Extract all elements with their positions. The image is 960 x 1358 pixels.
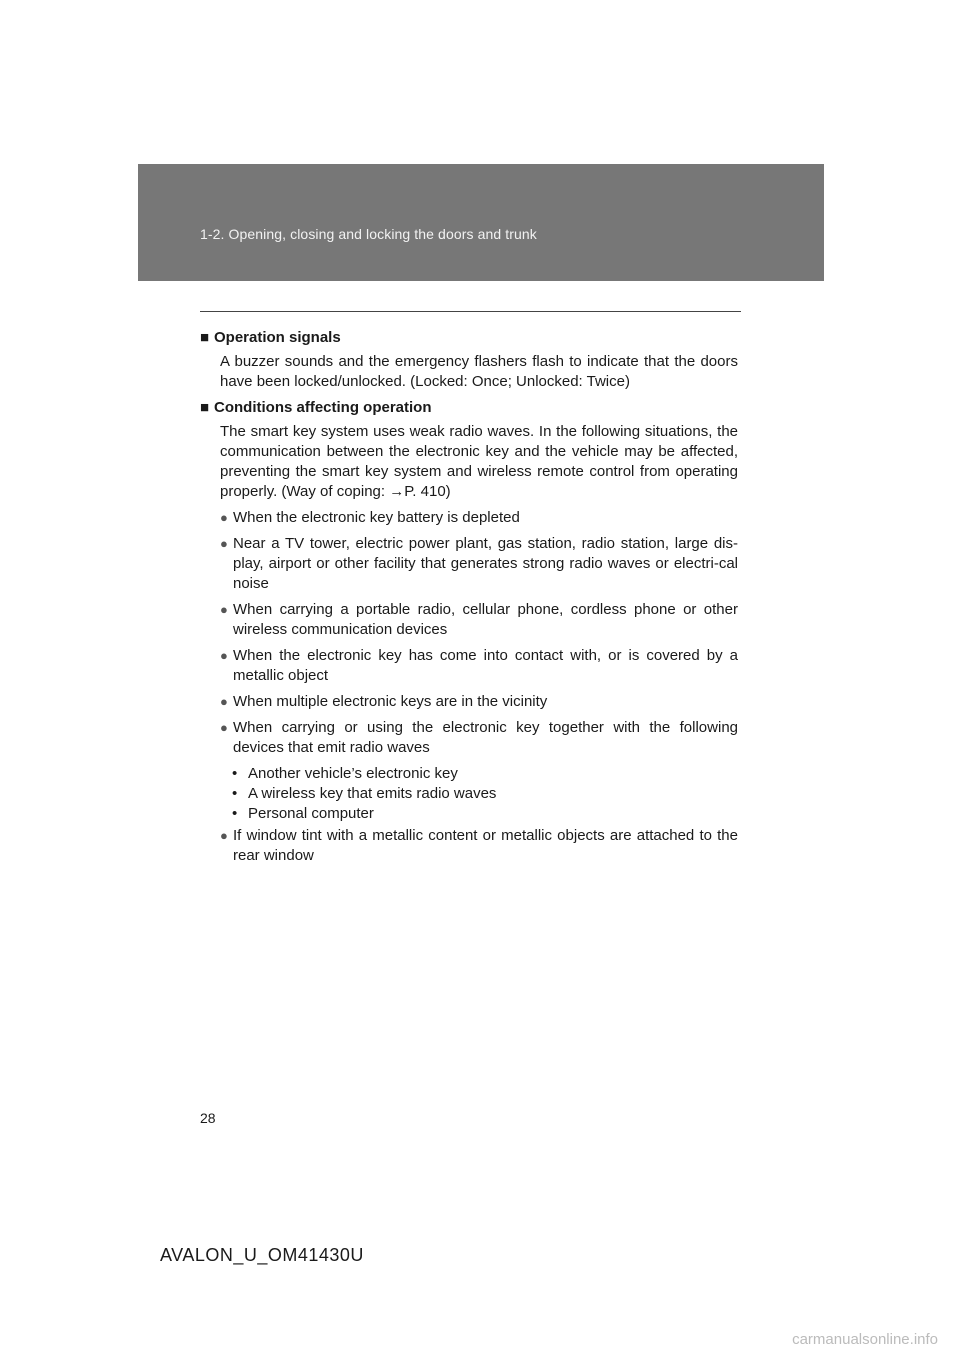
sub-list-item <box>232 764 738 784</box>
document-code: AVALON_U_OM41430U <box>160 1245 364 1265</box>
list-item-text: When multiple electronic keys are in the vicinity <box>233 693 548 710</box>
heading-conditions <box>200 398 738 418</box>
list-item <box>220 692 738 712</box>
list-item-text: Near a TV tower, electric power plant, gas station, radio station, large dis-play, airport or other facility that generates strong radio waves or electri-cal noise <box>233 535 738 592</box>
watermark: carmanualsonline.info <box>792 1331 938 1348</box>
sub-list-item <box>232 784 738 804</box>
heading-text: Conditions affecting operation <box>214 399 432 416</box>
sub-list-item-text: Another vehicle’s electronic key <box>248 765 458 782</box>
sub-list-item-text: A wireless key that emits radio waves <box>248 785 497 802</box>
list-item <box>220 600 738 640</box>
circle-bullet-icon: ● <box>220 828 228 843</box>
circle-bullet-icon: ● <box>220 648 228 663</box>
list-item-text: When carrying or using the electronic key together with the following devices that emit radio waves <box>233 719 738 756</box>
list-item-text: When the electronic key has come into contact with, or is covered by a metallic object <box>233 647 738 684</box>
main-content <box>200 328 738 872</box>
list-item-text: If window tint with a metallic content or metallic objects are attached to the rear window <box>233 827 738 864</box>
circle-bullet-icon: ● <box>220 510 228 525</box>
list-item-text: When the electronic key battery is depleted <box>233 509 520 526</box>
section-title: 1-2. Opening, closing and locking the doors and trunk <box>200 226 537 242</box>
square-icon: ■ <box>200 329 210 346</box>
header-band <box>138 164 824 281</box>
paragraph-operation-signals: A buzzer sounds and the emergency flashers flash to indicate that the doors have been locked/unlocked. (Locked: Once; Unlocked: Twice) <box>220 353 738 390</box>
sub-list-item <box>232 804 738 824</box>
sub-list <box>232 764 738 824</box>
divider <box>200 311 741 312</box>
circle-bullet-icon: ● <box>220 536 228 551</box>
page-number: 28 <box>200 1110 216 1126</box>
square-icon: ■ <box>200 399 210 416</box>
circle-bullet-icon: ● <box>220 694 228 709</box>
paragraph-conditions: The smart key system uses weak radio waves. In the following situations, the communication between the electronic key and the vehicle may be affected, preventing the smart key system and wireless remote control from operating properly. (Way of coping: →P. 410) <box>220 423 738 500</box>
heading-operation-signals <box>200 328 738 348</box>
list-item <box>220 646 738 686</box>
list-item <box>220 508 738 528</box>
small-bullet-icon: • <box>232 765 238 782</box>
small-bullet-icon: • <box>232 805 238 822</box>
heading-text: Operation signals <box>214 329 341 346</box>
circle-bullet-icon: ● <box>220 602 228 617</box>
small-bullet-icon: • <box>232 785 238 802</box>
circle-bullet-icon: ● <box>220 720 228 735</box>
list-item-text: When carrying a portable radio, cellular phone, cordless phone or other wireless communication devices <box>233 601 738 638</box>
list-item <box>220 718 738 758</box>
list-item <box>220 826 738 866</box>
sub-list-item-text: Personal computer <box>248 805 374 822</box>
list-item <box>220 534 738 594</box>
